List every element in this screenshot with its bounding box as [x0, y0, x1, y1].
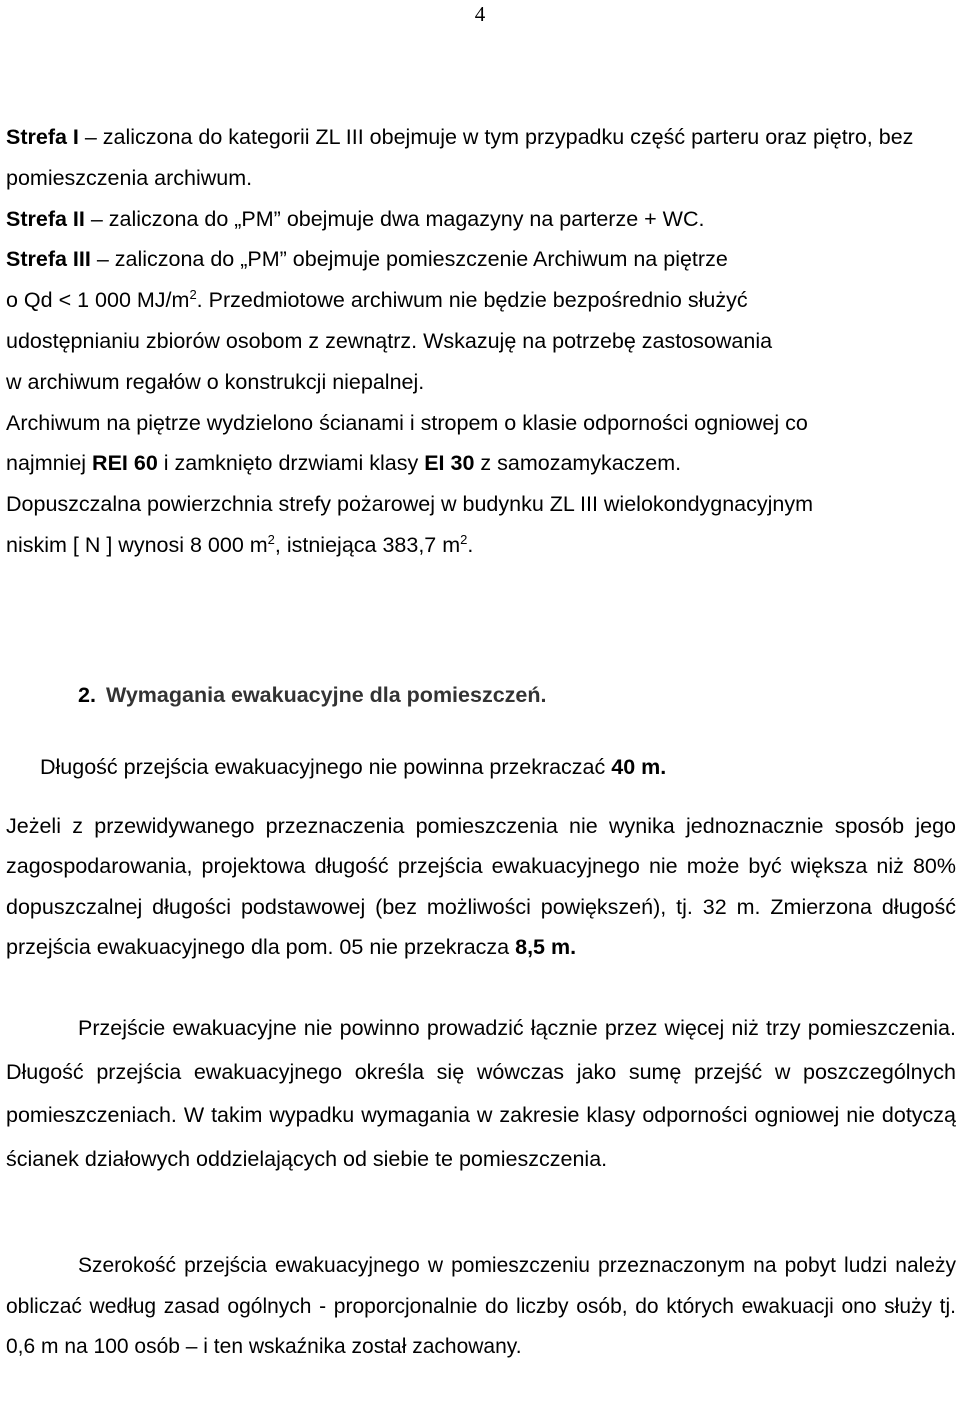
zone-3-paragraph: [6, 239, 956, 402]
archive-paragraph: [6, 403, 956, 485]
zone-2-text: – zaliczona do „PM” obejmuje dwa magazyny na parterze + WC.: [84, 206, 705, 231]
page-number: 4: [474, 2, 486, 26]
ei-class: EI 30: [424, 451, 475, 476]
superscript: 2: [267, 531, 275, 547]
paragraph-2-text: Przejście ewakuacyjne nie powinno prowadzić łącznie przez więcej niż trzy pomieszczenia. Długość przejścia ewakuacyjnego określa się wówczas jako sumę przejść w poszczególnych pomieszczeniach. W takim wypadku wymagania w zakresie klasy odporności ogniowej nie dotyczą ścianek działowych oddzielających od siebie te pomieszczenia.: [6, 1016, 956, 1171]
zone-1-paragraph: [6, 117, 956, 199]
area-text-a: Dopuszczalna powierzchnia strefy pożarowej w budynku ZL III wielokondygnacyjnym: [6, 492, 814, 517]
zone-3-text-b: o Qd < 1 000 MJ/m: [6, 288, 190, 313]
archive-text-a: Archiwum na piętrze wydzielono ścianami i stropem o klasie odporności ogniowej co: [6, 410, 808, 435]
paragraph-2: [6, 1007, 956, 1181]
area-paragraph: [6, 484, 956, 566]
paragraph-1-value: 8,5 m.: [515, 934, 577, 959]
area-text-d: .: [467, 532, 474, 557]
area-text-c: , istniejąca 383,7 m: [274, 532, 461, 557]
section-title: Wymagania ewakuacyjne dla pomieszczeń.: [105, 683, 547, 707]
zone-1-text: – zaliczona do kategorii ZL III obejmuje w tym przypadku część parteru oraz piętro, bez pomieszczenia archiwum.: [6, 125, 914, 190]
paragraph-3: [6, 1246, 956, 1368]
zone-3-label: Strefa III: [6, 247, 91, 272]
area-text-b: niskim [ N ] wynosi 8 000 m: [6, 532, 268, 557]
paragraph-1-text: Jeżeli z przewidywanego przeznaczenia pomieszczenia nie wynika jednoznacznie sposób jego zagospodarowania, projektowa długość przejścia ewakuacyjnego nie może być większa niż 80% dopuszczalnej długości podstawowej (bez możliwości powiększeń), tj. 32 m. Zmierzona długość przejścia ewakuacyjnego dla pom. 05 nie przekracza: [6, 814, 956, 959]
zone-2-paragraph: [6, 199, 956, 240]
superscript: 2: [189, 287, 197, 303]
archive-text-d: z samozamykaczem.: [474, 451, 682, 476]
section-heading: [78, 683, 546, 708]
zone-3-text-e: w archiwum regałów o konstrukcji niepalnej.: [6, 369, 425, 394]
superscript: 2: [460, 531, 468, 547]
zone-1-label: Strefa I: [6, 125, 79, 149]
section-number: 2.: [78, 683, 96, 707]
zone-3-text-d: udostępnianiu zbiorów osobom z zewnątrz. Wskazuję na potrzebę zastosowania: [6, 328, 773, 353]
paragraph-1: [6, 806, 956, 967]
max-length-line: [40, 755, 666, 780]
max-length-text: Długość przejścia ewakuacyjnego nie powinna przekraczać: [40, 755, 612, 779]
zones-section: [6, 117, 956, 566]
max-length-value: 40 m.: [611, 755, 667, 779]
rei-class: REI 60: [92, 451, 158, 476]
archive-text-c: i zamknięto drzwiami klasy: [157, 451, 425, 476]
zone-3-text-a: – zaliczona do „PM” obejmuje pomieszczenie Archiwum na piętrze: [90, 247, 728, 272]
zone-2-label: Strefa II: [6, 206, 85, 231]
paragraph-3-text: Szerokość przejścia ewakuacyjnego w pomieszczeniu przeznaczonym na pobyt ludzi należy obliczać według zasad ogólnych - proporcjonalnie do liczby osób, do których ewakuacji ono służy tj. 0,6 m na 100 osób – i ten wskaźnika został zachowany.: [6, 1254, 956, 1358]
archive-text-b: najmniej: [6, 451, 93, 476]
zone-3-text-c: . Przedmiotowe archiwum nie będzie bezpośrednio służyć: [196, 288, 748, 313]
